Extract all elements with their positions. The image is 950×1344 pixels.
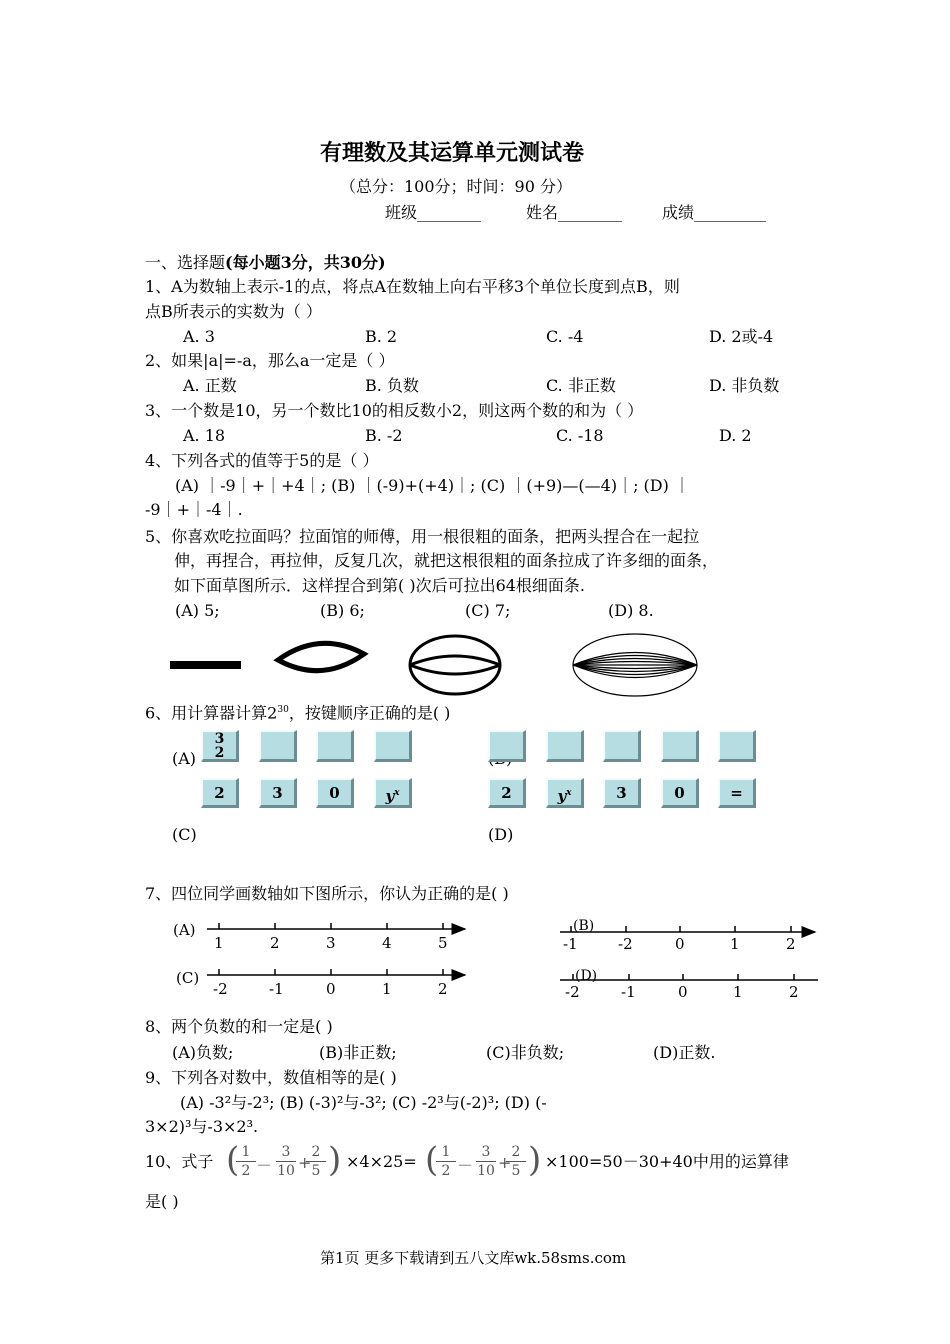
axis-c-tick-1: -2 [213,980,228,998]
calc-key-c-4: $y^x$ [374,778,412,808]
q1-option-a: A. 3 [183,327,215,346]
calc-key-a-4 [374,730,412,762]
q10-rparen-1: ) [328,1140,342,1180]
q10-plus-2: + [498,1153,512,1172]
calc-key-a-3 [316,730,354,762]
axis-b-tick-5: 2 [786,935,796,953]
q6-text: 6、用计算器计算$2^{30}$，按键顺序正确的是( ) [145,703,451,723]
axis-d-tick-3: 0 [678,983,688,1001]
q5-line1: 5、你喜欢吃拉面吗？拉面馆的师傅，用一根很粗的面条，把两头捏合在一起拉 [145,527,700,546]
q2-option-b: B. 负数 [365,376,419,395]
q10-prefix: 10、式子 [145,1152,214,1171]
noodle-stage-4 [573,634,697,696]
calc-key-b-2 [546,730,584,762]
q10-frac-3: $\frac{2}{5}$ [306,1144,326,1179]
q3-option-a: A. 18 [183,426,226,445]
axis-d-tick-5: 2 [789,983,799,1001]
axis-b-label: (B) [573,918,595,934]
calc-key-d-3: 3 [603,778,641,808]
noodle-stage-2 [278,643,364,670]
q1-option-d: D. 2或-4 [709,327,774,346]
q8-option-d: (D)正数. [653,1043,716,1062]
name-field: 姓名________ [526,203,623,222]
axis-a-tick-3: 3 [326,934,336,952]
q7-label-a: (A) [173,921,196,939]
q9-options-line1: (A) -3²与-2³; (B) (-3)²与-3²; (C) -2³与(-2)³; (D) (- [180,1093,547,1112]
q5-line2: 伸，再捏合，再拉伸，反复几次，就把这根很粗的面条拉成了许多细的面条， [174,551,719,570]
calc-key-c-2: 3 [259,778,297,808]
q10-mid1: ×4×25= [346,1152,417,1171]
axis-b [560,926,815,932]
axis-a-tick-2: 2 [270,934,280,952]
q10-frac-5: $\frac{3}{10}$ [477,1144,495,1179]
q6-exponent: 30 [277,705,289,715]
q5-option-d: (D) 8. [608,601,654,620]
page-footer: 第1页 更多下载请到五八文库wk.58sms.com [320,1249,627,1267]
axis-d [560,974,818,980]
section-label: 一、选择题 [145,253,226,272]
q10-lparen-1: ( [226,1140,240,1180]
q4-options-line1: (A) ｜-9｜+｜+4｜; (B) ｜(-9)+(+4)｜; (C) ｜(+9)—(—4)｜; (D) ｜ [175,476,690,495]
calc-key-d-5: = [718,778,756,808]
q5-option-c: (C) 7; [465,601,511,620]
q3-text: 3、一个数是10，另一个数比10的相反数小2，则这两个数的和为（ ） [145,401,644,420]
calc-key-c-1: 2 [201,778,239,808]
score-field: 成绩_________ [662,203,767,222]
q10-frac-4: $\frac{1}{2}$ [436,1144,456,1179]
q5-option-b: (B) 6; [320,601,365,620]
axis-b-tick-1: -1 [563,935,578,953]
axis-a-tick-5: 5 [438,934,448,952]
section-scoring: (每小题3分，共30分) [225,253,386,272]
axis-a-tick-4: 4 [382,934,392,952]
calc-key-b-5 [718,730,756,762]
q4-text: 4、下列各式的值等于5的是（ ） [145,451,379,470]
q2-option-d: D. 非负数 [709,376,780,395]
noodle-sketches [160,630,720,705]
q10-minus-2: － [457,1156,474,1175]
calc-key-d-2: $y^x$ [546,778,584,808]
calc-key-c-3: 0 [316,778,354,808]
q3-option-d: D. 2 [719,426,752,445]
axis-b-tick-2: -2 [618,935,633,953]
noodle-stage-1 [170,661,241,669]
page-title: 有理数及其运算单元测试卷 [320,141,585,166]
q9-text: 9、下列各对数中，数值相等的是( ) [145,1068,397,1087]
axis-c-tick-5: 2 [438,980,448,998]
calc-key-b-4 [661,730,699,762]
q6-label-c: (C) [172,825,197,844]
calc-key-b-3 [603,730,641,762]
class-field: 班级________ [385,203,482,222]
q10-line2: 是( ) [145,1192,179,1211]
q10-minus-1: － [256,1156,273,1175]
axis-c [207,969,465,975]
q9-options-line2: 3×2)³与-3×2³. [145,1117,259,1136]
q1-option-b: B. 2 [365,327,398,346]
axis-d-tick-4: 1 [733,983,743,1001]
q1-line2: 点B所表示的实数为（ ） [145,302,322,321]
calc-key-b-1 [488,730,526,762]
q6-label-a: (A) [172,749,197,768]
q10-lparen-2: ( [425,1140,439,1180]
q5-option-a: (A) 5; [175,601,220,620]
axis-c-tick-2: -1 [269,980,284,998]
axis-b-tick-4: 1 [730,935,740,953]
q3-option-c: C. -18 [556,426,604,445]
noodle-stage-3 [410,636,500,694]
q8-option-a: (A)负数; [172,1043,234,1062]
subtitle: （总分：100分；时间：90 分） [340,177,572,196]
q10-mid2: ×100=50－30+40中用的运算律 [545,1152,789,1171]
q3-option-b: B. -2 [365,426,403,445]
q7-text: 7、四位同学画数轴如下图所示，你认为正确的是( ) [145,884,509,903]
calc-key-d-4: 0 [661,778,699,808]
q1-line1: 1、A为数轴上表示-1的点，将点A在数轴上向右平移3个单位长度到点B，则 [145,277,680,296]
q2-option-c: C. 非正数 [546,376,616,395]
calc-key-a-2 [259,730,297,762]
q10-frac-6: $\frac{2}{5}$ [506,1144,526,1179]
axis-d-tick-2: -1 [621,983,636,1001]
q7-label-c: (C) [176,969,200,987]
q1-option-c: C. -4 [546,327,584,346]
axis-d-label: (D) [575,968,598,984]
calc-key-d-1: 2 [488,778,526,808]
q8-text: 8、两个负数的和一定是( ) [145,1017,333,1036]
axis-c-tick-4: 1 [382,980,392,998]
calc-key-a-1: 3 2 [201,730,239,762]
q5-line3: 如下面草图所示．这样捏合到第( )次后可拉出64根细面条. [174,576,586,595]
q10-frac-2: $\frac{3}{10}$ [277,1144,295,1179]
axis-d-tick-1: -2 [565,983,580,1001]
q6-label-d: (D) [488,825,514,844]
q8-option-b: (B)非正数; [319,1043,397,1062]
axis-a [207,923,465,929]
axis-b-tick-3: 0 [675,935,685,953]
q2-option-a: A. 正数 [183,376,237,395]
q10-rparen-2: ) [528,1140,542,1180]
section-heading [145,253,386,273]
q2-text: 2、如果|a|=-a，那么a一定是（ ） [145,351,395,370]
axis-a-tick-1: 1 [214,934,224,952]
q10-plus-1: + [298,1153,312,1172]
axis-c-tick-3: 0 [326,980,336,998]
number-lines [195,905,825,1005]
q10-frac-1: $\frac{1}{2}$ [236,1144,256,1179]
q8-option-c: (C)非负数; [486,1043,565,1062]
q4-options-line2: -9｜+｜-4｜. [145,500,243,519]
